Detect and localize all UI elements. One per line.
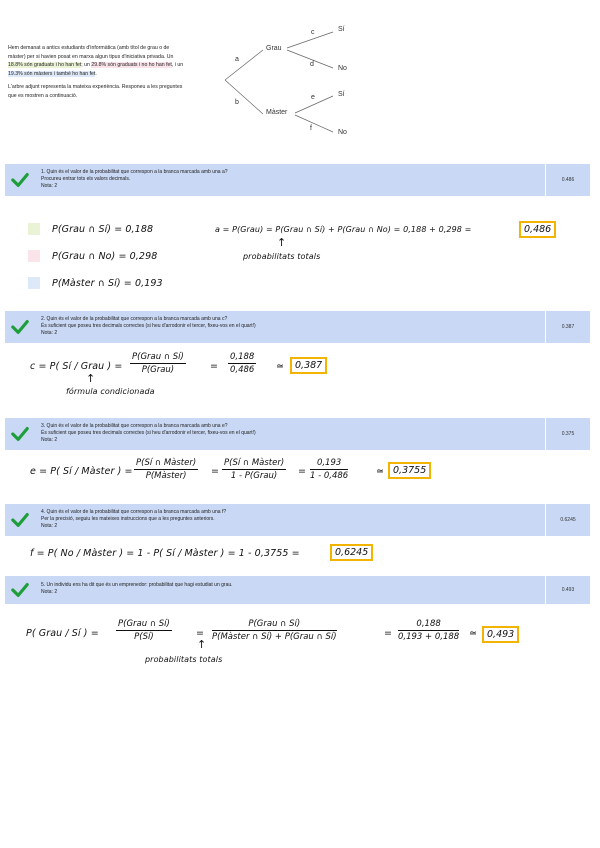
q3-fraction-2	[222, 458, 286, 481]
q5-fraction-1	[116, 619, 172, 642]
q3-fraction-3	[310, 458, 348, 481]
numerator: P(Grau ∩ Sí)	[118, 619, 170, 629]
problem-paragraph-1	[8, 44, 188, 78]
question-text	[41, 169, 228, 191]
question-row-2	[5, 311, 590, 343]
branch-label-a: a	[235, 56, 239, 63]
check-icon	[11, 581, 29, 599]
branch-a	[225, 50, 263, 80]
problem-paragraph-2: L'arbre adjunt representa la mateixa experiència. Responeu a les preguntes que es mostren a continuació.	[8, 84, 183, 99]
question-text	[41, 509, 226, 531]
legend-swatch-green	[28, 223, 40, 235]
numerator: P(Grau ∩ Sí)	[212, 619, 337, 631]
question-instructions: És suficient que poseu tres decimals correctes (si heu d'arrodonir el tercer, fixeu-vos en el quart!)	[41, 323, 256, 330]
q5-note: probabilitats totals	[145, 655, 223, 664]
leaf-si-2: Sí	[338, 91, 345, 98]
equals-sign: =	[298, 466, 307, 477]
q2-note: fórmula condicionada	[66, 387, 155, 396]
equals-sign: =	[211, 466, 220, 477]
legend-master-si: P(Màster ∩ Sí) = 0,193	[52, 278, 163, 289]
question-prompt: 2. Quin és el valor de la probabilitat que correspon a la branca marcada amb una c?	[41, 316, 228, 322]
q2-answer-box: 0,387	[290, 357, 327, 374]
legend-swatch-blue	[28, 277, 40, 289]
q5-fraction-3	[398, 619, 459, 642]
branch-label-b: b	[235, 99, 239, 106]
numerator: 0,188	[398, 619, 459, 631]
denominator: P(Màster)	[145, 471, 187, 481]
q2-lhs: c = P( Sí / Grau ) =	[30, 361, 123, 372]
highlight-grau-si: 18.8% són graduats i ho han fet	[8, 62, 82, 69]
intro-text: .	[95, 70, 97, 77]
q3-lhs: e = P( Sí / Màster ) =	[30, 466, 133, 477]
leaf-no-2: No	[338, 129, 347, 136]
answer-cell: 0.387	[545, 311, 590, 343]
approx-sign: ≃	[276, 361, 285, 372]
legend-swatch-pink	[28, 250, 40, 262]
equals-sign: =	[210, 361, 219, 372]
q5-fraction-2	[212, 619, 337, 642]
up-arrow-icon: ↑	[197, 638, 207, 651]
q3-answer-box: 0,3755	[388, 462, 431, 479]
question-row-5	[5, 576, 590, 604]
question-text	[41, 316, 256, 338]
denominator: 1 - 0,486	[310, 471, 349, 481]
question-prompt: 1. Quin és el valor de la probabilitat que correspon a la branca marcada amb una a?	[41, 169, 228, 175]
denominator: P(Grau)	[141, 365, 175, 375]
q5-answer-box: 0,493	[482, 626, 519, 643]
denominator: 1 - P(Grau)	[230, 471, 278, 481]
question-prompt: 3. Quin és el valor de la probabilitat que correspon a la branca marcada amb una e?	[41, 423, 228, 429]
question-instructions: Procureu entrar tots els valors decimals.	[41, 176, 131, 183]
q4-equation: f = P( No / Màster ) = 1 - P( Sí / Màster ) = 1 - 0,3755 =	[30, 548, 300, 559]
branch-label-c: c	[311, 29, 315, 36]
up-arrow-icon: ↑	[86, 372, 96, 385]
question-text	[41, 423, 256, 445]
numerator: 0,193	[310, 458, 348, 470]
intro-text: Hem demanat a antics estudiants d'informàtica (amb títol de grau o de màster) per si havien posat en marxa algun tipus d'iniciativa privada. Un	[8, 45, 174, 60]
q1-note: probabilitats totals	[243, 252, 321, 261]
answer-cell: 0.6245	[545, 504, 590, 536]
intro-text: , i un	[171, 62, 184, 69]
probability-tree	[215, 18, 375, 146]
up-arrow-icon: ↑	[277, 236, 287, 249]
q3-fraction-1	[134, 458, 198, 481]
equals-sign: =	[196, 628, 205, 639]
approx-sign: ≃	[469, 628, 478, 639]
q2-fraction-2	[228, 352, 256, 375]
q2-fraction-1	[130, 352, 186, 375]
q4-answer-box: 0,6245	[330, 544, 373, 561]
answer-cell: 0.493	[545, 576, 590, 604]
answer-cell: 0.375	[545, 418, 590, 450]
question-instructions: És suficient que poseu tres decimals correctes (si heu d'arrodonir el tercer, fixeu-vos en el quart!)	[41, 430, 256, 437]
question-prompt: 4. Quin és el valor de la probabilitat que correspon a la branca marcada amb una f?	[41, 509, 227, 515]
question-text	[41, 582, 233, 596]
problem-statement	[8, 44, 188, 106]
q1-equation: a = P(Grau) = P(Grau ∩ Sí) + P(Grau ∩ No) = 0,188 + 0,298 =	[215, 225, 472, 234]
question-grade: Nota: 2	[41, 437, 58, 444]
question-grade: Nota: 2	[41, 589, 58, 596]
question-instructions: Per la precisió, seguiu les mateixes instruccions que a les preguntes anteriors.	[41, 516, 215, 523]
q5-lhs: P( Grau / Sí ) =	[26, 628, 99, 639]
branch-label-e: e	[311, 94, 315, 101]
branch-f	[295, 115, 333, 132]
numerator: P(Sí ∩ Màster)	[136, 458, 197, 468]
question-prompt: 5. Un individu ens ha dit que és un emprenedor: probabilitat que hagi estudiat un grau.	[41, 582, 233, 588]
question-row-4	[5, 504, 590, 536]
question-grade: Nota: 2	[41, 183, 58, 190]
question-row-1	[5, 164, 590, 196]
branch-b	[225, 80, 263, 114]
q1-answer-box: 0,486	[519, 221, 556, 238]
highlight-master-si: 19.3% són màsters i també ho han fet	[8, 70, 96, 77]
numerator: P(Grau ∩ Sí)	[132, 352, 184, 362]
numerator: P(Sí ∩ Màster)	[224, 458, 285, 468]
check-icon	[11, 318, 29, 336]
node-grau: Grau	[266, 45, 282, 52]
leaf-si-1: Sí	[338, 26, 345, 33]
numerator: 0,188	[230, 352, 255, 362]
branch-c	[287, 32, 333, 48]
branch-label-f: f	[310, 125, 312, 132]
denominator: 0,486	[230, 365, 255, 375]
node-master: Màster	[266, 109, 288, 116]
answer-cell: 0.486	[545, 164, 590, 196]
legend-grau-no: P(Grau ∩ No) = 0,298	[52, 251, 158, 262]
denominator: 0,193 + 0,188	[398, 632, 460, 642]
question-row-3	[5, 418, 590, 450]
question-grade: Nota: 2	[41, 523, 58, 530]
equals-sign: =	[384, 628, 393, 639]
check-icon	[11, 511, 29, 529]
intro-text: ; un	[81, 62, 92, 69]
highlight-grau-no: 29.8% són graduats i no ho han fet	[91, 62, 172, 69]
leaf-no-1: No	[338, 65, 347, 72]
approx-sign: ≃	[376, 466, 385, 477]
legend-grau-si: P(Grau ∩ Sí) = 0,188	[52, 224, 154, 235]
check-icon	[11, 171, 29, 189]
branch-label-d: d	[310, 61, 314, 68]
check-icon	[11, 425, 29, 443]
question-grade: Nota: 2	[41, 330, 58, 337]
denominator: P(Màster ∩ Sí) + P(Grau ∩ Sí)	[212, 632, 337, 642]
denominator: P(Sí)	[134, 632, 154, 642]
